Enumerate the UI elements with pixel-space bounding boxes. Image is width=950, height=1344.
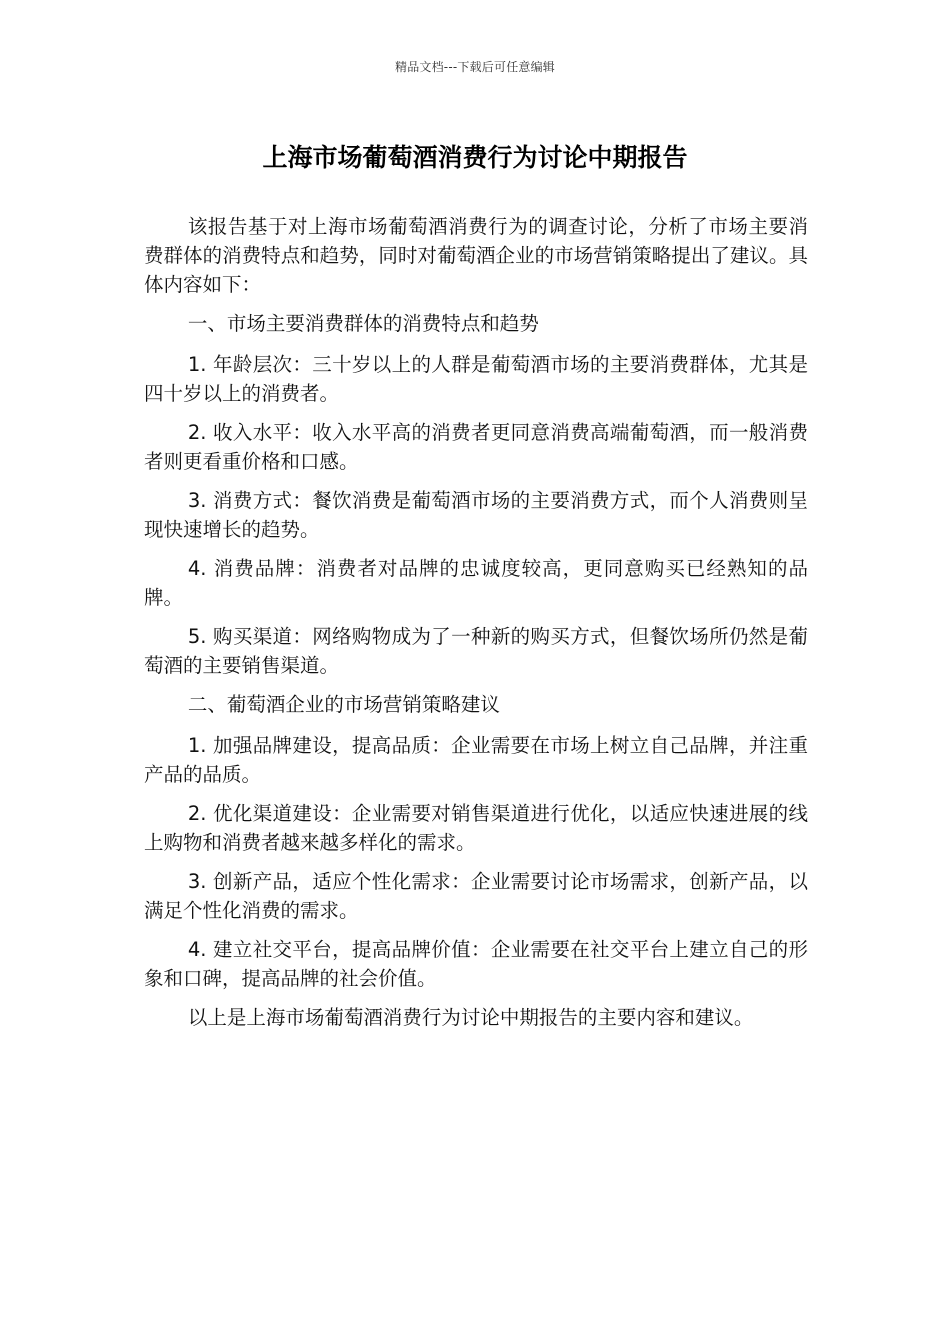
section-heading-1: 一、市场主要消费群体的消费特点和趋势 (187, 312, 539, 335)
list-item: 2. 优化渠道建设：企业需要对销售渠道进行优化，以适应快速进展的线上购物和消费者越来越多样化的需求。 (144, 802, 808, 854)
header-note: 精品文档---下载后可任意编辑 (395, 60, 555, 74)
list-item: 1. 年龄层次：三十岁以上的人群是葡萄酒市场的主要消费群体，尤其是四十岁以上的消费者。 (144, 353, 808, 405)
list-item: 4. 建立社交平台，提高品牌价值：企业需要在社交平台上建立自己的形象和口碑，提高品牌的社会价值。 (144, 938, 808, 990)
list-item: 4. 消费品牌：消费者对品牌的忠诚度较高，更同意购买已经熟知的品牌。 (144, 557, 808, 609)
closing-paragraph: 以上是上海市场葡萄酒消费行为讨论中期报告的主要内容和建议。 (187, 1006, 754, 1029)
list-item: 1. 加强品牌建设，提高品质：企业需要在市场上树立自己品牌，并注重产品的品质。 (144, 734, 808, 786)
list-item: 3. 消费方式：餐饮消费是葡萄酒市场的主要消费方式，而个人消费则呈现快速增长的趋势。 (144, 489, 808, 541)
list-item: 5. 购买渠道：网络购物成为了一种新的购买方式，但餐饮场所仍然是葡萄酒的主要销售渠道。 (144, 625, 808, 677)
document-title: 上海市场葡萄酒消费行为讨论中期报告 (262, 143, 688, 172)
list-item: 2. 收入水平：收入水平高的消费者更同意消费高端葡萄酒，而一般消费者则更看重价格和口感。 (144, 421, 808, 473)
intro-paragraph: 该报告基于对上海市场葡萄酒消费行为的调查讨论，分析了市场主要消费群体的消费特点和趋势，同时对葡萄酒企业的市场营销策略提出了建议。具体内容如下： (144, 215, 808, 296)
document-body (144, 212, 808, 1042)
section-heading-2: 二、葡萄酒企业的市场营销策略建议 (187, 693, 500, 716)
list-item: 3. 创新产品，适应个性化需求：企业需要讨论市场需求，创新产品，以满足个性化消费的需求。 (144, 870, 808, 922)
